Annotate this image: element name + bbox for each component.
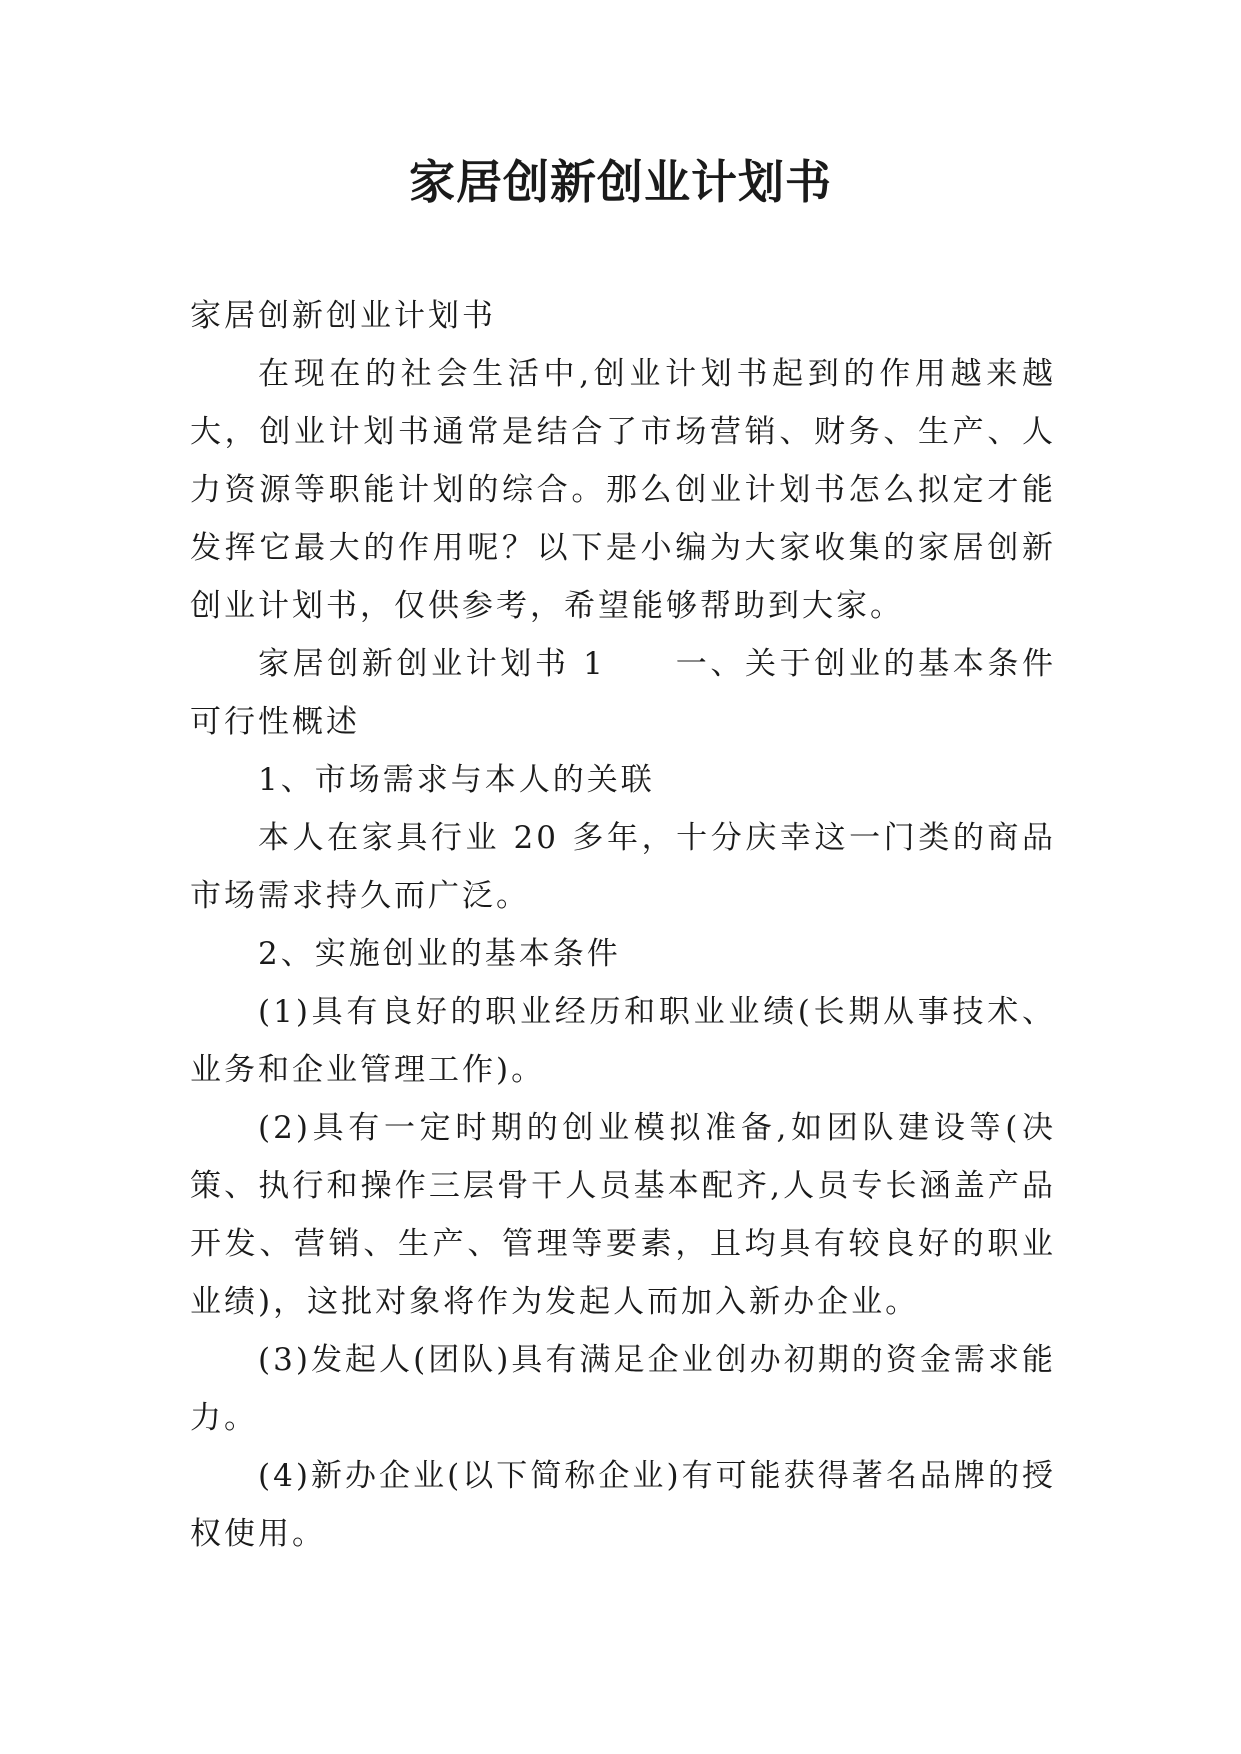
paragraph-condition-3: (3)发起人(团队)具有满足企业创办初期的资金需求能力。 <box>190 1342 1056 1436</box>
paragraph-item-1-body: 本人在家具行业 20 多年，十分庆幸这一门类的商品市场需求持久而广泛。 <box>190 820 1056 914</box>
document-subtitle: 家居创新创业计划书 <box>190 298 496 334</box>
paragraph-item-2-heading: 2、实施创业的基本条件 <box>258 936 621 972</box>
paragraph-condition-4: (4)新办企业(以下简称企业)有可能获得著名品牌的授权使用。 <box>190 1458 1056 1552</box>
document-body <box>190 287 1056 1563</box>
paragraph-condition-2: (2)具有一定时期的创业模拟准备,如团队建设等(决策、执行和操作三层骨干人员基本配齐,人员专长涵盖产品开发、营销、生产、管理等要素，且均具有较良好的职业业绩)，这批对象将作为发起人而加入新办企业。 <box>190 1110 1056 1320</box>
paragraph-item-1-heading: 1、市场需求与本人的关联 <box>258 762 655 798</box>
paragraph-intro: 在现在的社会生活中,创业计划书起到的作用越来越大，创业计划书通常是结合了市场营销、财务、生产、人力资源等职能计划的综合。那么创业计划书怎么拟定才能发挥它最大的作用呢？以下是小编为大家收集的家居创新创业计划书，仅供参考，希望能够帮助到大家。 <box>190 356 1056 624</box>
paragraph-condition-1: (1)具有良好的职业经历和职业业绩(长期从事技术、业务和企业管理工作)。 <box>190 994 1056 1088</box>
paragraph-section-heading: 家居创新创业计划书 1 一、关于创业的基本条件可行性概述 <box>190 646 1056 740</box>
document-title: 家居创新创业计划书 <box>409 155 832 209</box>
